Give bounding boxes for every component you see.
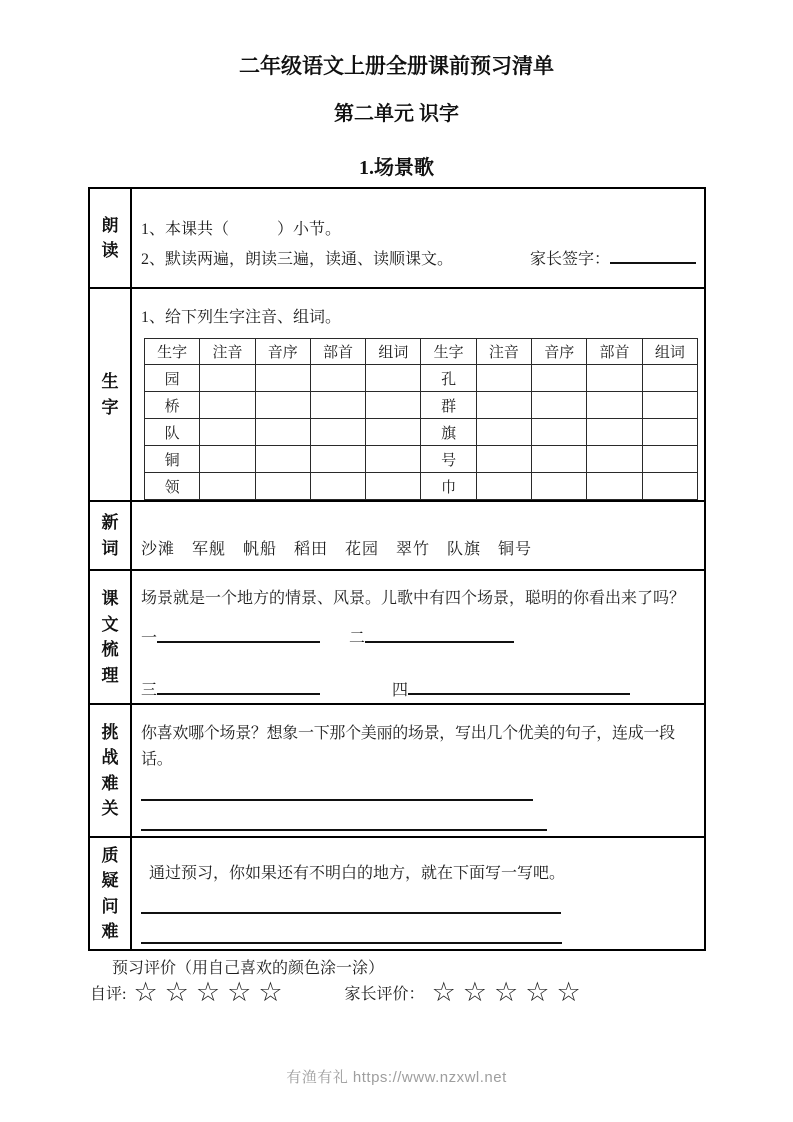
header-cell: 音序 (532, 339, 587, 365)
section-label-text: 挑战难关 (101, 722, 119, 818)
header-cell: 部首 (310, 339, 365, 365)
parent-sign-blank-line (610, 249, 696, 264)
empty-cell (532, 473, 587, 500)
char-cell: 队 (145, 419, 200, 446)
reading-item-2: 2、默读两遍，朗读三遍，读通、读顺课文。 (141, 250, 454, 268)
empty-cell (310, 365, 365, 392)
empty-cell (587, 446, 642, 473)
empty-cell (642, 446, 697, 473)
characters-content (131, 288, 705, 501)
empty-cell (310, 446, 365, 473)
characters-table-row (145, 419, 698, 446)
outline-content (131, 570, 705, 704)
empty-cell (255, 365, 310, 392)
star-icon: ☆ (462, 977, 487, 1007)
characters-table (144, 338, 698, 500)
new-words-text: 沙滩 军舰 帆船 稻田 花园 翠竹 队旗 铜号 (141, 541, 533, 558)
section-label-text: 课文梳理 (101, 589, 119, 685)
scene-blank-1-label: 一 (141, 629, 158, 647)
empty-cell (587, 392, 642, 419)
empty-cell (642, 392, 697, 419)
reading-item-1: 1、本课共（ ）小节。 (141, 220, 342, 238)
empty-cell (642, 365, 697, 392)
reading-content (131, 188, 705, 288)
empty-cell (366, 446, 421, 473)
section-label-question (89, 837, 131, 950)
self-eval-label: 自评: (90, 985, 127, 1003)
star-icon: ☆ (525, 977, 550, 1007)
characters-table-row (145, 392, 698, 419)
section-label-new-words (89, 501, 131, 570)
char-cell: 桥 (145, 392, 200, 419)
header-cell: 部首 (587, 339, 642, 365)
empty-cell (310, 473, 365, 500)
star-icon: ☆ (258, 977, 283, 1007)
char-cell: 领 (145, 473, 200, 500)
section-row-reading (89, 188, 705, 288)
parent-sign-label: 家长签字： (529, 250, 610, 268)
question-content (131, 837, 705, 950)
eval-row (90, 977, 706, 1007)
empty-cell (476, 446, 531, 473)
section-row-new-words (89, 501, 705, 570)
section-row-question (89, 837, 705, 950)
char-cell: 巾 (421, 473, 476, 500)
empty-cell (200, 392, 255, 419)
header-cell: 音序 (255, 339, 310, 365)
section-row-outline (89, 570, 705, 704)
section-label-challenge (89, 704, 131, 837)
empty-cell (366, 473, 421, 500)
eval-note: 预习评价（用自己喜欢的颜色涂一涂） (112, 960, 385, 977)
empty-cell (476, 392, 531, 419)
empty-cell (642, 473, 697, 500)
empty-cell (587, 473, 642, 500)
scene-blank-3-line (157, 680, 320, 695)
empty-cell (532, 419, 587, 446)
characters-instruction: 1、给下列生字注音、组词。 (141, 309, 342, 326)
outline-intro: 场景就是一个地方的情景、风景。儿歌中有四个场景，聪明的你看出来了吗？ (141, 589, 686, 607)
star-icon: ☆ (195, 977, 221, 1007)
empty-cell (366, 365, 421, 392)
empty-cell (310, 392, 365, 419)
empty-cell (366, 392, 421, 419)
section-label-outline (89, 570, 131, 704)
preview-table (88, 187, 706, 951)
section-row-characters (89, 288, 705, 501)
char-cell: 园 (145, 365, 200, 392)
empty-cell (476, 419, 531, 446)
new-words-content (131, 501, 705, 570)
section-row-challenge (89, 704, 705, 837)
empty-cell (200, 473, 255, 500)
header-cell: 注音 (476, 339, 531, 365)
section-label-text: 质疑问难 (101, 845, 119, 941)
parent-eval-label: 家长评价： (344, 985, 425, 1003)
question-blank-line-2 (141, 929, 562, 944)
challenge-content (131, 704, 705, 837)
watermark-text: 有渔有礼 https://www.nzxwl.net (286, 1069, 507, 1086)
empty-cell (532, 392, 587, 419)
characters-table-row (145, 446, 698, 473)
challenge-blank-line-2 (141, 816, 547, 831)
header-cell: 组词 (366, 339, 421, 365)
doc-title: 二年级语文上册全册课前预习清单 (239, 54, 554, 78)
char-cell: 铜 (145, 446, 200, 473)
empty-cell (642, 419, 697, 446)
star-icon: ☆ (133, 977, 158, 1007)
section-label-characters (89, 288, 131, 501)
empty-cell (200, 446, 255, 473)
empty-cell (255, 473, 310, 500)
empty-cell (532, 365, 587, 392)
parent-eval-group (345, 977, 581, 1007)
empty-cell (587, 365, 642, 392)
characters-table-row (145, 473, 698, 500)
section-label-text: 新词 (101, 513, 119, 558)
scene-blank-2-line (365, 628, 514, 643)
self-eval-group (90, 977, 283, 1007)
star-icon: ☆ (227, 977, 252, 1007)
star-icon: ☆ (556, 977, 581, 1007)
char-cell: 旗 (421, 419, 476, 446)
section-label-text: 生字 (101, 372, 119, 417)
empty-cell (476, 473, 531, 500)
empty-cell (366, 419, 421, 446)
empty-cell (532, 446, 587, 473)
char-cell: 号 (421, 446, 476, 473)
char-cell: 群 (421, 392, 476, 419)
challenge-prompt: 你喜欢哪个场景？想象一下那个美丽的场景，写出几个优美的句子，连成一段话。 (141, 725, 675, 768)
star-icon: ☆ (431, 977, 456, 1007)
empty-cell (200, 365, 255, 392)
char-cell: 孔 (421, 365, 476, 392)
empty-cell (200, 419, 255, 446)
lesson-title: 1.场景歌 (359, 157, 434, 179)
empty-cell (255, 419, 310, 446)
scene-blank-4-label: 四 (392, 681, 409, 699)
unit-title: 第二单元 识字 (334, 103, 459, 125)
characters-table-row (145, 365, 698, 392)
empty-cell (310, 419, 365, 446)
scene-blank-4-line (408, 680, 630, 695)
section-label-text: 朗读 (101, 215, 119, 260)
question-blank-line-1 (141, 899, 561, 914)
question-prompt: 通过预习，你如果还有不明白的地方，就在下面写一写吧。 (149, 864, 566, 882)
star-icon: ☆ (494, 977, 519, 1007)
parent-sign-group (530, 245, 698, 275)
section-label-reading (89, 188, 131, 288)
empty-cell (255, 392, 310, 419)
challenge-blank-line-1 (141, 786, 533, 801)
empty-cell (255, 446, 310, 473)
scene-blank-2-label: 二 (349, 629, 366, 647)
header-cell: 注音 (200, 339, 255, 365)
header-cell: 组词 (642, 339, 697, 365)
empty-cell (587, 419, 642, 446)
header-cell: 生字 (421, 339, 476, 365)
star-icon: ☆ (164, 977, 189, 1007)
scene-blank-3-label: 三 (141, 681, 158, 699)
header-cell: 生字 (145, 339, 200, 365)
scene-blank-1-line (157, 628, 320, 643)
empty-cell (476, 365, 531, 392)
characters-table-header-row (145, 339, 698, 365)
